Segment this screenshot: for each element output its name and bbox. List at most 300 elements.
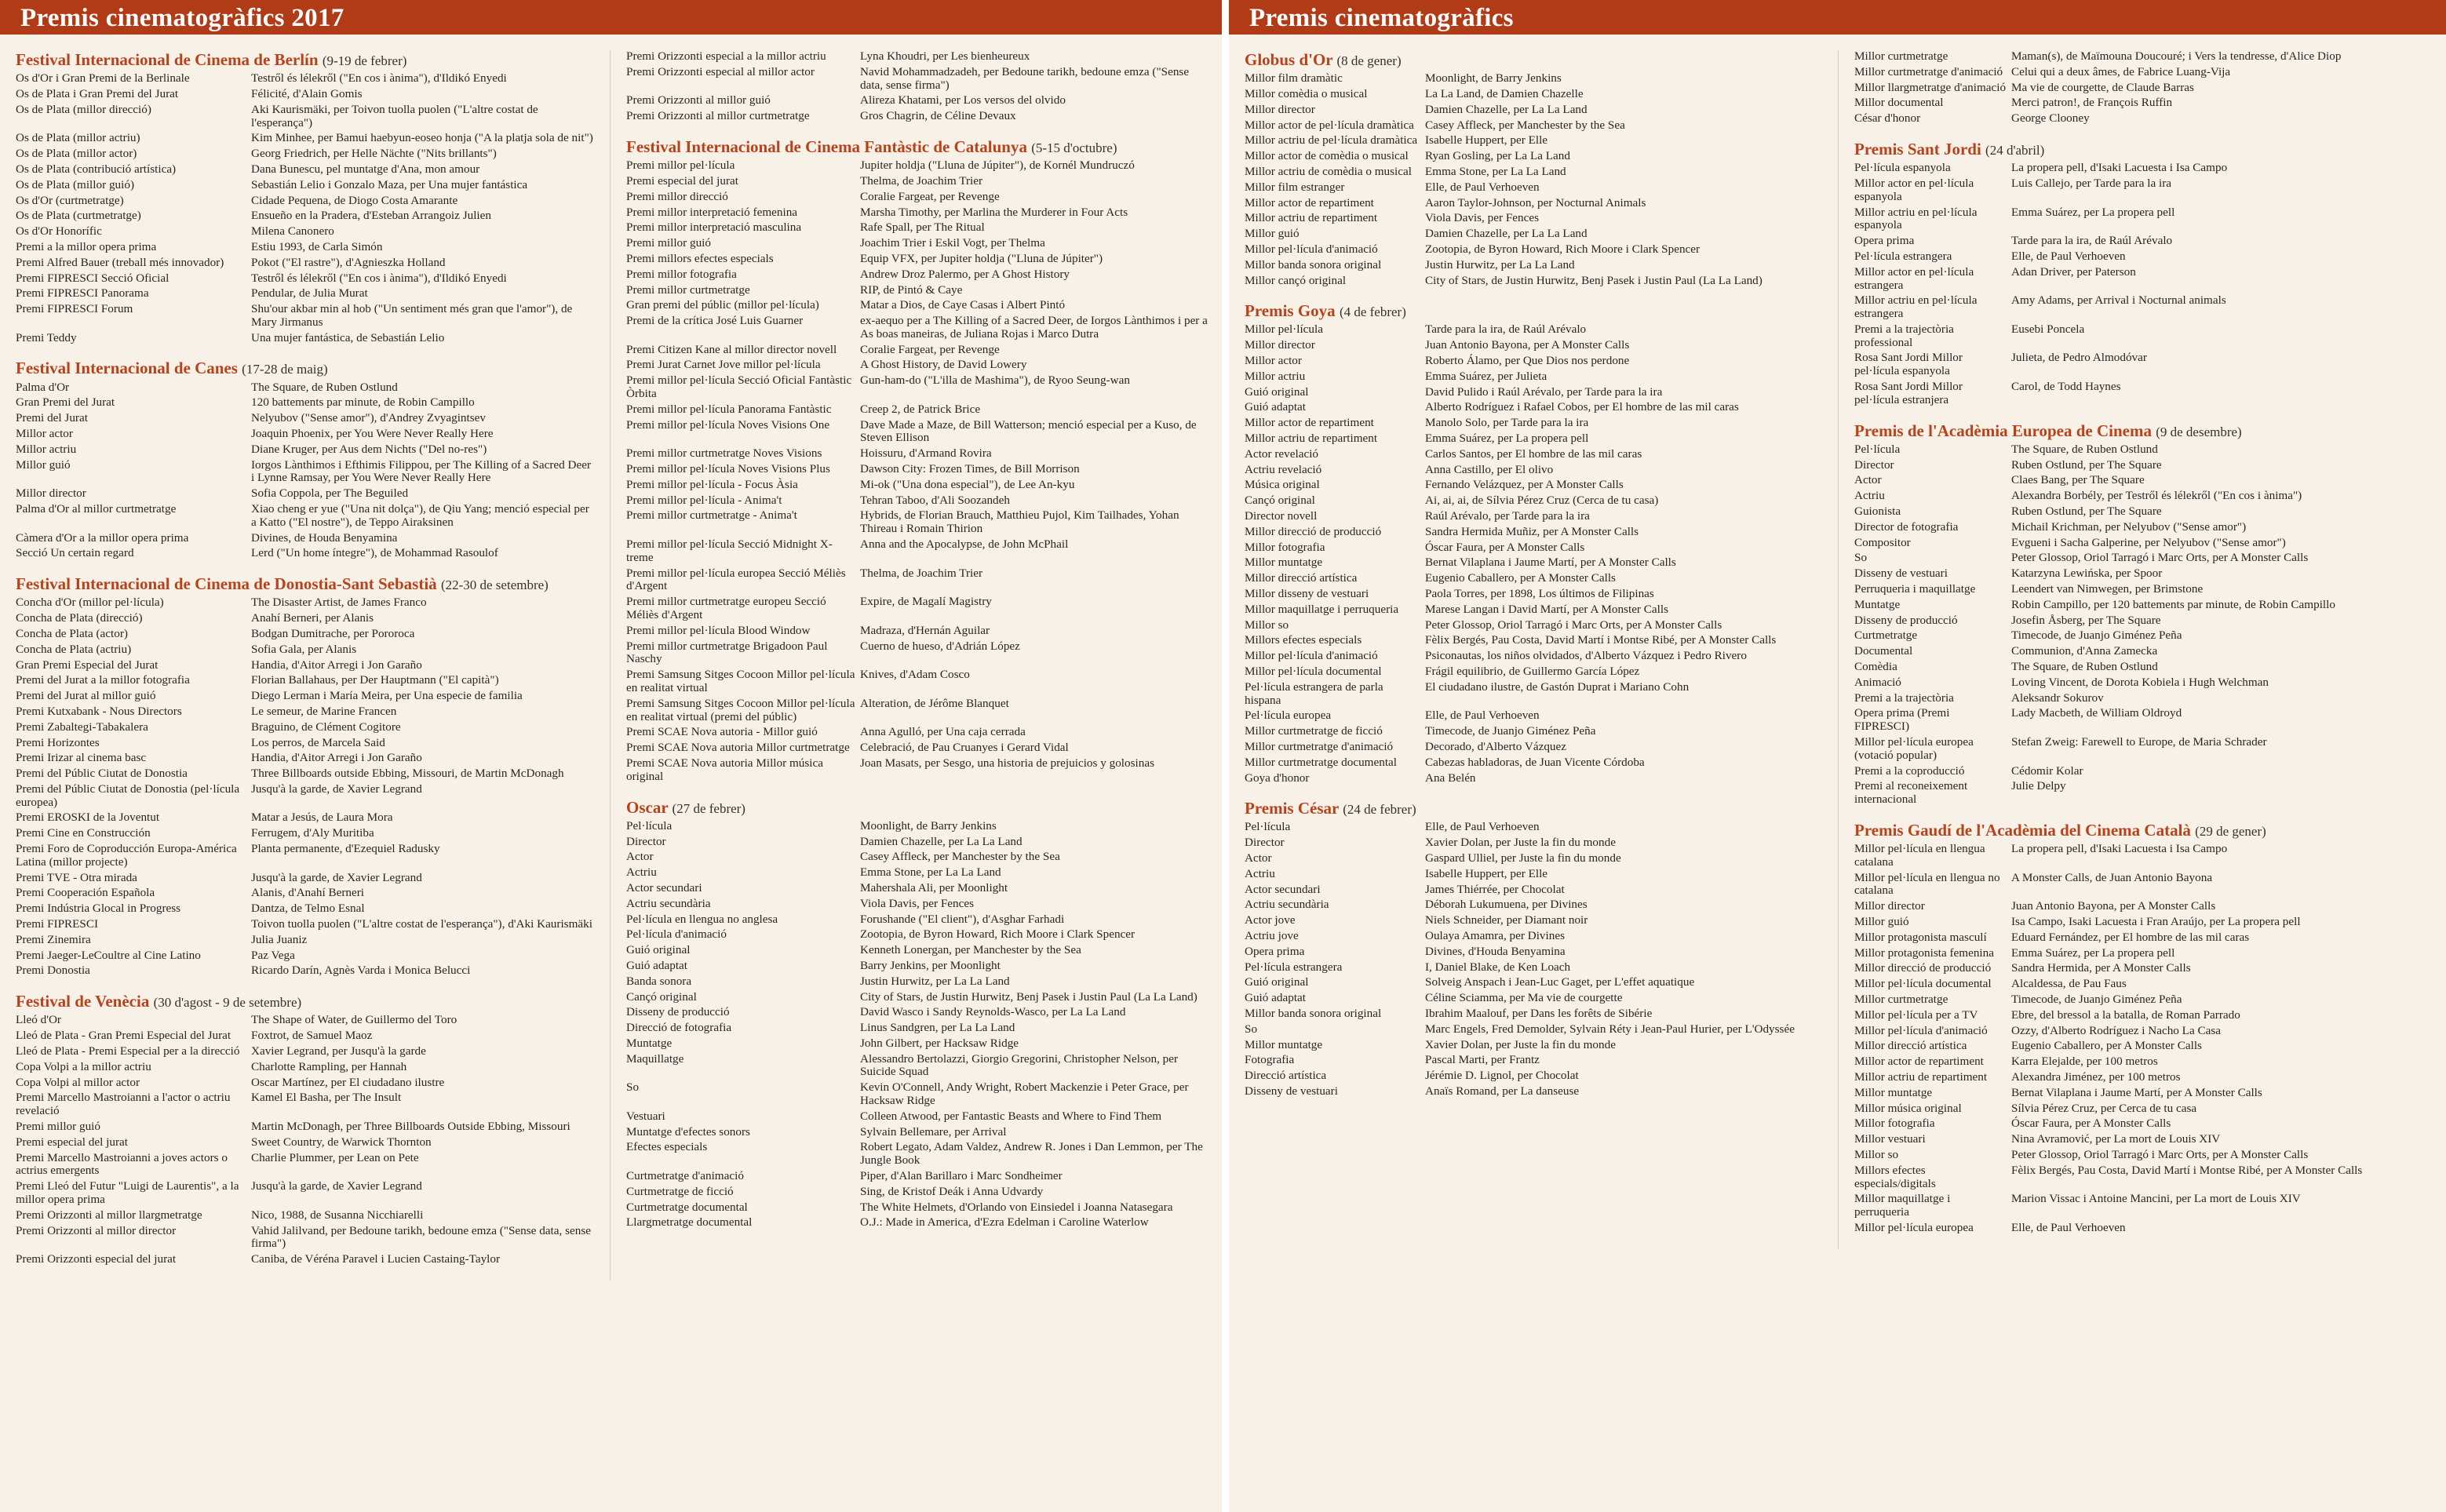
award-name: Premi del Jurat: [16, 411, 88, 425]
award-name: Premi Orizzonti especial del jurat: [16, 1252, 177, 1266]
award-row: [16, 225, 596, 239]
award-name: Premi millor guió: [16, 1119, 100, 1133]
award-name: Millor actriu en pel·lícula espanyola: [1854, 205, 1978, 232]
award-winner: Alexandra Jiménez, per 100 metros: [2011, 1070, 2181, 1084]
award-winner: Jusqu'à la garde, de Xavier Legrand: [251, 782, 422, 796]
award-row: [626, 640, 1208, 667]
award-row: [626, 299, 1208, 312]
award-name: Premi millor pel·lícula Secció Midnight X-treme: [626, 537, 833, 564]
award-winner: Alexandra Borbély, per Testről és lélekről ("En cos i ànima"): [2011, 489, 2302, 503]
award-name: Millor documental: [1854, 96, 1944, 110]
award-row: [16, 827, 596, 840]
award-row: [1245, 212, 1824, 225]
award-winner: George Clooney: [2011, 111, 2090, 126]
award-winner: Frágil equilibrio, de Guillermo García López: [1425, 664, 1640, 678]
award-winner: The White Helmets, d'Orlando von Einsiedel i Joanna Natasegara: [860, 1200, 1173, 1214]
award-name: Millor muntatge: [1245, 1037, 1323, 1051]
award-winner: Divines, d'Houda Benyamina: [1425, 944, 1566, 958]
award-winner: Michail Krichman, per Nelyubov ("Sense amor"): [2011, 519, 2247, 534]
right-columns: [1229, 35, 2446, 1249]
award-name: Premi millor pel·lícula: [626, 158, 735, 173]
award-name: Director: [1245, 836, 1285, 850]
award-winner: Julie Delpy: [2011, 779, 2066, 793]
award-row: [1854, 521, 2432, 534]
award-row: [626, 669, 1208, 695]
award-row: [16, 148, 596, 161]
section-heading: [1245, 301, 1824, 320]
award-name: Premi Alfred Bauer (treball més innovador): [16, 255, 224, 269]
award-winner: Oulaya Amamra, per Divines: [1425, 929, 1565, 943]
award-winner: Eusebi Poncela: [2011, 322, 2085, 336]
section-heading: [16, 992, 596, 1011]
award-name: Premi al reconeixement internacional: [1854, 779, 1968, 807]
award-winner: Barry Jenkins, per Moonlight: [860, 958, 1001, 972]
award-name: Pel·lícula estrangera de parla hispana: [1245, 679, 1383, 707]
award-name: Os de Plata (contribució artística): [16, 162, 177, 176]
award-name: Premi especial del jurat: [16, 1135, 128, 1149]
award-winner: Elle, de Paul Verhoeven: [1425, 820, 1540, 834]
section-dates: (4 de febrer): [1339, 304, 1406, 320]
award-name: Concha de Plata (direcció): [16, 611, 143, 625]
award-name: Premi millor pel·lícula Secció Oficial Fantàstic Òrbita: [626, 373, 852, 401]
award-name: Pel·lícula espanyola: [1854, 161, 1951, 175]
award-row: [1854, 552, 2432, 565]
award-name: Premi Jurat Carnet Jove millor pel·lícula: [626, 358, 821, 372]
award-winner: Hoissuru, d'Armand Rovira: [860, 446, 992, 461]
award-winner: Piper, d'Alan Barillaro i Marc Sondheimer: [860, 1169, 1063, 1183]
award-row: [1245, 150, 1824, 163]
award-winner: Foxtrot, de Samuel Maoz: [251, 1029, 373, 1043]
award-row: [16, 1061, 596, 1074]
award-row: [1245, 526, 1824, 539]
section-title: Festival Internacional de Cinema de Donostia-Sant Sebastià: [16, 574, 437, 594]
award-winner: Aki Kaurismäki, per Toivon tuolla puolen ("L'altre costat de l'esperança"): [251, 102, 538, 129]
award-winner: Gun-ham-do ("L'illa de Mashima"), de Ryoo Seung-wan: [860, 373, 1130, 388]
award-winner: Emma Suárez, per La propera pell: [2011, 945, 2175, 960]
award-name: Actor: [1245, 851, 1272, 865]
award-winner: Marsha Timothy, per Marlina the Murderer in Four Acts: [860, 205, 1128, 219]
award-winner: Damien Chazelle, per La La Land: [1425, 102, 1588, 116]
award-name: Premi Orizzonti al millor guió: [626, 93, 771, 107]
section-dates: (22-30 de setembre): [440, 577, 549, 593]
award-row: [1854, 916, 2432, 929]
award-winner: Handia, d'Aitor Arregi i Jon Garaño: [251, 751, 422, 765]
right-page: [1229, 0, 2446, 1512]
award-name: Premi millor guió: [626, 236, 711, 250]
award-winner: Anaïs Romand, per La danseuse: [1425, 1084, 1580, 1098]
award-row: [1854, 872, 2432, 898]
award-row: [16, 1225, 596, 1251]
award-name: Premi Indústria Glocal in Progress: [16, 902, 181, 916]
award-row: [626, 494, 1208, 508]
award-winner: Le semeur, de Marine Francen: [251, 704, 397, 718]
award-row: [626, 66, 1208, 93]
award-name: Pel·lícula d'animació: [626, 927, 727, 942]
award-row: [1854, 66, 2432, 79]
award-winner: Ensueño en la Pradera, d'Esteban Arrangoiz Julien: [251, 209, 491, 223]
award-row: [1245, 1069, 1824, 1083]
award-row: [626, 928, 1208, 942]
section-dates: (9 de desembre): [2156, 424, 2242, 439]
page-gutter: [1222, 0, 1229, 1512]
award-name: Palma d'Or al millor curtmetratge: [16, 502, 177, 516]
award-name: Premi Orizzonti especial al millor actor: [626, 64, 815, 78]
award-name: Palma d'Or: [16, 380, 70, 394]
award-row: [1854, 736, 2432, 763]
award-name: Millor actor: [16, 427, 73, 441]
award-name: Millor cançó original: [1245, 273, 1347, 287]
award-winner: A Monster Calls, de Juan Antonio Bayona: [2011, 870, 2213, 884]
award-name: Millor pel·lícula d'animació: [1245, 242, 1378, 256]
award-row: [1854, 112, 2432, 126]
award-winner: Juan Antonio Bayona, per A Monster Calls: [2011, 899, 2216, 913]
award-row: [16, 643, 596, 657]
award-row: [1245, 725, 1824, 738]
award-row: [626, 851, 1208, 864]
award-name: Gran Premi del Jurat: [16, 395, 115, 410]
award-winner: Cidade Pequena, de Diogo Costa Amarante: [251, 193, 458, 207]
award-winner: Mahershala Ali, per Moonlight: [860, 880, 1008, 894]
award-winner: Zootopia, de Byron Howard, Rich Moore i Clark Spencer: [860, 927, 1136, 942]
award-winner: Isa Campo, Isaki Lacuesta i Fran Araújo, per La propera pell: [2011, 915, 2301, 929]
award-winner: Handia, d'Aitor Arregi i Jon Garaño: [251, 658, 422, 672]
award-name: Millor curtmetratge: [1854, 50, 1948, 63]
award-winner: ex-aequo per a The Killing of a Sacred Deer, de Iorgos Lànthimos i per a As boas maneiras, de Juliana Rojas i Marco Dutra: [860, 314, 1208, 341]
award-name: Millor actor de repartiment: [1245, 416, 1374, 430]
award-name: Premi SCAE Nova autoria Millor curtmetratge: [626, 741, 850, 755]
award-row: [1854, 900, 2432, 913]
award-winner: Ryan Gosling, per La La Land: [1425, 149, 1570, 163]
award-winner: Óscar Faura, per A Monster Calls: [1425, 540, 1585, 554]
award-row: [626, 206, 1208, 220]
section-title: Premis Sant Jordi: [1854, 139, 1981, 158]
award-winner: Sandra Hermida Muñiz, per A Monster Calls: [1425, 524, 1639, 538]
award-winner: Raúl Arévalo, per Tarde para la ira: [1425, 509, 1590, 523]
award-name: Millor curtmetratge d'animació: [1854, 64, 2003, 78]
award-row: [1245, 228, 1824, 241]
award-winner: Dawson City: Frozen Times, de Bill Morrison: [860, 462, 1080, 476]
award-name: Premi Marcello Mastroianni a l'actor o actriu revelació: [16, 1091, 231, 1118]
award-row: [1245, 588, 1824, 601]
award-row: [1854, 1087, 2432, 1100]
award-winner: Ibrahim Maalouf, per Dans les forêts de Sibérie: [1425, 1007, 1653, 1021]
award-row: [16, 612, 596, 625]
award-name: Millor pel·lícula d'animació: [1854, 1023, 1988, 1037]
award-name: Millor vestuari: [1854, 1132, 1926, 1146]
award-winner: Xavier Legrand, per Jusqu'à la garde: [251, 1044, 426, 1058]
award-winner: A Ghost History, de David Lowery: [860, 358, 1027, 372]
award-winner: Marese Langan i David Martí, per A Monster Calls: [1425, 602, 1669, 616]
award-winner: Dana Bunescu, pel muntatge d'Ana, mon amour: [251, 162, 480, 176]
award-winner: The Square, de Ruben Ostlund: [2011, 442, 2158, 456]
award-winner: Ruben Ostlund, per The Square: [2011, 505, 2162, 518]
award-winner: Emma Suárez, per La propera pell: [1425, 432, 1589, 446]
award-winner: Ai, ai, ai, de Sílvia Pérez Cruz (Cerca de tu casa): [1425, 494, 1659, 508]
award-row: [16, 1077, 596, 1090]
award-row: [16, 949, 596, 963]
award-winner: Paola Torres, per 1898, Los últimos de Filipinas: [1425, 586, 1654, 600]
section-title: Festival Internacional de Cinema de Berlín: [16, 50, 319, 69]
award-winner: Eugenio Caballero, per A Monster Calls: [2011, 1039, 2202, 1053]
award-winner: Madraza, d'Hernán Aguilar: [860, 623, 990, 637]
award-winner: Milena Canonero: [251, 224, 334, 239]
section-heading: [1245, 50, 1824, 69]
award-winner: Jusqu'à la garde, de Xavier Legrand: [251, 870, 422, 884]
award-row: [626, 479, 1208, 492]
award-row: [626, 975, 1208, 989]
award-winner: Marc Engels, Fred Demolder, Sylvain Réty i Jean-Paul Hurier, per L'Odyssée: [1425, 1022, 1795, 1036]
award-name: Premi millor pel·lícula Noves Visions One: [626, 417, 830, 432]
award-winner: Katarzyna Lewińska, per Spoor: [2011, 567, 2163, 581]
award-name: Millor actriu de pel·lícula dramàtica: [1245, 133, 1418, 148]
award-name: Millor actor de comèdia o musical: [1245, 149, 1409, 163]
award-row: [1245, 72, 1824, 86]
award-name: Premi millor pel·lícula Blood Window: [626, 623, 811, 637]
award-winner: Ferrugem, d'Aly Muritiba: [251, 826, 374, 840]
award-winner: Joan Masats, per Sesgo, una historia de prejuicios y golosinas: [860, 756, 1154, 770]
award-winner: The Shape of Water, de Guillermo del Toro: [251, 1013, 457, 1027]
award-name: Pel·lícula europea: [1245, 709, 1332, 723]
award-winner: Iorgos Lànthimos i Efthimis Filippou, per The Killing of a Sacred Deer i Lynne Ramsay, per You Were Never Really Here: [251, 457, 592, 485]
award-winner: Oscar Martínez, per El ciudadano ilustre: [251, 1075, 445, 1089]
award-row: [16, 1029, 596, 1043]
award-winner: Julia Juaniz: [251, 932, 308, 946]
award-winner: Diane Kruger, per Aus dem Nichts ("Del no-res"): [251, 442, 487, 456]
award-row: [16, 209, 596, 223]
award-section: [16, 992, 596, 1266]
award-winner: Zootopia, de Byron Howard, Rich Moore i Clark Spencer: [1425, 242, 1701, 256]
award-name: Cançó original: [626, 989, 697, 1004]
award-winner: Justin Hurwitz, per La La Land: [1425, 257, 1575, 271]
award-winner: Emma Suárez, per La propera pell: [2011, 205, 2175, 219]
award-row: [626, 403, 1208, 417]
award-row: [1245, 88, 1824, 101]
award-winner: Vahid Jalilvand, per Bedoune tarikh, bedoune emza ("Sense data, sense firma"): [251, 1223, 591, 1251]
award-row: [1245, 898, 1824, 912]
award-name: Guió original: [1245, 384, 1309, 399]
award-row: [1854, 1193, 2432, 1219]
section-dates: (17-28 de maig): [242, 362, 328, 377]
award-name: Director: [626, 834, 666, 848]
award-row: [626, 726, 1208, 739]
award-winner: Tehran Taboo, d'Ali Soozandeh: [860, 493, 1010, 507]
award-row: [1245, 756, 1824, 770]
award-winner: Isabelle Huppert, per Elle: [1425, 133, 1548, 148]
award-name: Premi Samsung Sitges Cocoon Millor pel·lícula en realitat virtual (premi del públic): [626, 696, 855, 723]
award-winner: El ciudadano ilustre, de Gastón Duprat i Mariano Cohn: [1425, 679, 1690, 694]
award-section: [1854, 421, 2432, 807]
award-winner: Peter Glossop, Oriol Tarragó i Marc Orts, per A Monster Calls: [1425, 618, 1722, 632]
award-name: Os de Plata (millor actor): [16, 147, 137, 161]
section-dates: (29 de gener): [2195, 823, 2266, 839]
section-heading: [16, 359, 596, 377]
award-name: Millor direcció de producció: [1854, 961, 1992, 975]
section-dates: (27 de febrer): [672, 800, 745, 816]
award-name: Premi del Públic Ciutat de Donostia (pel·lícula europea): [16, 782, 240, 809]
award-name: Millor actor en pel·lícula espanyola: [1854, 176, 1974, 203]
award-name: Premi millor pel·lícula - Anima't: [626, 493, 782, 507]
award-name: Pel·lícula en llengua no anglesa: [626, 912, 778, 926]
award-winner: Andrew Droz Palermo, per A Ghost History: [860, 267, 1070, 281]
award-name: Premi millor pel·lícula Panorama Fantàstic: [626, 402, 832, 416]
award-row: [16, 628, 596, 641]
award-winner: Gros Chagrin, de Céline Devaux: [860, 109, 1016, 123]
award-name: Disseny de producció: [1854, 613, 1958, 627]
award-winner: Carlos Santos, per El hombre de las mil caras: [1425, 446, 1642, 461]
award-winner: Karra Elejalde, per 100 metros: [2011, 1055, 2158, 1069]
award-winner: Rafe Spall, per The Ritual: [860, 220, 985, 235]
award-winner: Dave Made a Maze, de Bill Watterson; menció especial per a Kuso, de Steven Ellison: [860, 417, 1197, 445]
award-row: [626, 268, 1208, 282]
award-winner: Aaron Taylor-Johnson, per Nocturnal Animals: [1425, 195, 1646, 209]
award-name: Millor direcció artística: [1245, 571, 1358, 585]
award-name: Millor actriu de repartiment: [1245, 211, 1378, 225]
award-name: Guió original: [1245, 975, 1309, 989]
award-row: [1245, 976, 1824, 989]
column: [1229, 50, 1838, 1249]
award-winner: Caniba, de Véréna Paravel i Lucien Castaing-Taylor: [251, 1252, 501, 1266]
section-title: Festival Internacional de Canes: [16, 359, 238, 378]
left-banner-title: Premis cinematogràfics 2017: [0, 0, 1222, 35]
award-winner: Adan Driver, per Paterson: [2011, 264, 2136, 279]
award-row: [1245, 868, 1824, 881]
award-name: Concha d'Or (millor pel·lícula): [16, 596, 164, 610]
award-name: Actriu secundària: [626, 896, 711, 910]
award-winner: Jusqu'à la garde, de Xavier Legrand: [251, 1179, 422, 1193]
award-row: [1854, 843, 2432, 869]
award-name: Premi Cine en Construcción: [16, 826, 151, 840]
award-name: Pel·lícula estrangera: [1245, 960, 1343, 974]
award-name: Premi FIPRESCI: [16, 917, 99, 931]
award-row: [1245, 556, 1824, 570]
award-winner: Peter Glossop, Oriol Tarragó i Marc Orts, per A Monster Calls: [2011, 551, 2309, 565]
award-name: Curtmetratge documental: [626, 1200, 748, 1214]
award-row: [16, 241, 596, 254]
award-winner: Thelma, de Joachim Trier: [860, 566, 983, 580]
award-name: So: [1854, 551, 1868, 565]
award-name: Millor llargmetratge d'animació: [1854, 80, 2007, 94]
award-winner: Josefin Åsberg, per The Square: [2011, 613, 2161, 627]
award-row: [1245, 930, 1824, 943]
award-name: Premi Foro de Coproducción Europa-América Latina (millor projecte): [16, 842, 237, 869]
award-row: [626, 596, 1208, 622]
award-name: Millor pel·lícula europea: [1854, 1221, 1974, 1234]
award-winner: Damien Chazelle, per La La Land: [860, 834, 1023, 848]
award-name: Millor pel·lícula en llengua catalana: [1854, 842, 1985, 869]
award-name: Millor curtmetratge de ficció: [1245, 724, 1383, 738]
award-row: [16, 1253, 596, 1266]
award-name: Actriu jove: [1245, 929, 1299, 943]
award-name: Guió adaptat: [1245, 991, 1307, 1005]
award-row: [16, 934, 596, 947]
award-winner: Coralie Fargeat, per Revenge: [860, 189, 1000, 203]
award-section: [626, 137, 1208, 784]
award-winner: Justin Hurwitz, per La La Land: [860, 974, 1010, 988]
award-row: [1245, 464, 1824, 477]
award-name: Millor guió: [1854, 915, 1909, 929]
award-row: [1245, 650, 1824, 663]
award-winner: Cabezas habladoras, de Juan Vicente Córdoba: [1425, 755, 1645, 769]
award-row: [626, 898, 1208, 911]
award-name: Càmera d'Or a la millor opera prima: [16, 530, 189, 545]
award-row: [1854, 474, 2432, 487]
award-row: [16, 690, 596, 703]
award-row: [16, 179, 596, 192]
award-winner: Ana Belén: [1425, 771, 1476, 785]
award-name: Perruqueria i maquillatge: [1854, 581, 1976, 596]
award-name: Millor pel·lícula: [1245, 322, 1323, 337]
award-name: Compositor: [1854, 535, 1911, 549]
award-winner: Stefan Zweig: Farewell to Europe, de Maria Schrader: [2011, 734, 2267, 749]
award-name: Premi Citizen Kane al millor director novell: [626, 342, 837, 356]
award-name: Premi a la millor opera prima: [16, 239, 157, 253]
award-row: [16, 381, 596, 395]
award-row: [1854, 1055, 2432, 1069]
award-row: [1854, 294, 2432, 321]
award-row: [1854, 250, 2432, 264]
award-name: Curtmetratge d'animació: [626, 1169, 744, 1183]
award-winner: Celebració, de Pau Cruanyes i Gerard Vidal: [860, 741, 1069, 755]
award-name: Millor pel·lícula documental: [1245, 664, 1382, 678]
award-name: Actriu: [1245, 866, 1275, 880]
award-name: Millor pel·lícula per a TV: [1854, 1007, 1978, 1022]
award-row: [626, 1186, 1208, 1199]
section-title: Oscar: [626, 797, 669, 817]
award-winner: Navid Mohammadzadeh, per Bedoune tarikh, bedoune emza ("Sense data, sense firma"): [860, 64, 1190, 92]
award-winner: Hybrids, de Florian Brauch, Matthieu Pujol, Kim Tailhades, Yohan Thireau i Romain Thirion: [860, 508, 1179, 536]
award-name: Animació: [1854, 675, 1901, 689]
award-name: Muntatge: [1854, 597, 1901, 611]
award-name: Actor revelació: [1245, 446, 1319, 461]
award-winner: Eduard Fernández, per El hombre de las mil caras: [2011, 930, 2250, 944]
award-winner: Maman(s), de Maïmouna Doucouré; i Vers la tendresse, d'Alice Diop: [2011, 50, 2342, 63]
award-name: Millor director: [16, 486, 86, 501]
award-name: Pel·lícula estrangera: [1854, 249, 1952, 263]
award-winner: Florian Ballahaus, per Der Hauptmann ("El capità"): [251, 673, 499, 687]
award-name: Música original: [1245, 478, 1320, 492]
award-winner: La La Land, de Damien Chazelle: [1425, 86, 1584, 100]
award-name: Os de Plata i Gran Premi del Jurat: [16, 86, 179, 100]
award-row: [626, 1126, 1208, 1139]
award-row: [626, 191, 1208, 204]
award-name: Documental: [1854, 644, 1913, 658]
award-name: Premi de la crítica José Luis Guarner: [626, 314, 804, 328]
award-name: Millor protagonista masculí: [1854, 930, 1987, 944]
award-name: Opera prima: [1245, 944, 1305, 958]
award-row: [1245, 836, 1824, 850]
award-name: Premi del Jurat al millor guió: [16, 689, 156, 703]
award-row: [626, 882, 1208, 895]
award-name: Premi Marcello Mastroianni a joves actors o actrius emergents: [16, 1150, 228, 1178]
award-row: [1245, 634, 1824, 647]
award-name: Gran premi del públic (millor pel·lícula): [626, 298, 819, 312]
award-name: Llargmetratge documental: [626, 1215, 753, 1230]
award-winner: Elle, de Paul Verhoeven: [1425, 709, 1540, 723]
award-winner: Tarde para la ira, de Raúl Arévalo: [1425, 322, 1587, 337]
award-name: Millor banda sonora original: [1245, 1007, 1382, 1021]
award-name: Premi Lleó del Futur "Luigi de Laurentis", a la millor opera prima: [16, 1179, 239, 1206]
award-winner: Creep 2, de Patrick Brice: [860, 402, 981, 416]
award-row: [16, 303, 596, 330]
award-row: [626, 253, 1208, 266]
award-row: [16, 503, 596, 530]
award-row: [626, 1170, 1208, 1183]
award-name: Premi a la trajectòria: [1854, 690, 1954, 705]
award-row: [1854, 567, 2432, 581]
award-row: [1245, 104, 1824, 117]
award-winner: RIP, de Pintó & Caye: [860, 282, 963, 297]
section-heading: [626, 798, 1208, 817]
